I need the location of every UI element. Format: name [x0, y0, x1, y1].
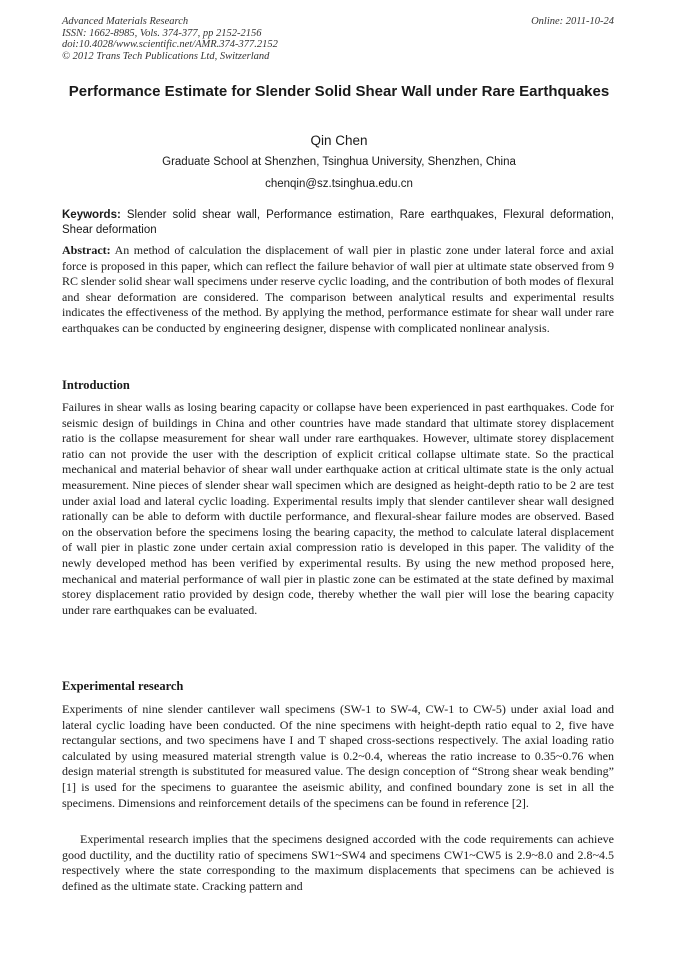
- issn-line: ISSN: 1662-8985, Vols. 374-377, pp 2152-2156: [62, 27, 262, 39]
- experimental-heading: Experimental research: [62, 679, 184, 693]
- author-name: Qin Chen: [310, 133, 368, 148]
- introduction-paragraph: Failures in shear walls as losing bearing capacity or collapse have been experienced in past earthquakes. Code for seismic design of buildings in China and other countries have made standard that ultimate storey displacement ratio is the collapse measurement for shear wall under rare earthquakes. However, ultimate storey displacement ratio can not provide the user with the description of explicit critical collapse ultimate state. So the practical mechanical and material behavior of shear wall under earthquake action at critical ultimate state is the only actual measurement. Nine pieces of slender shear wall specimen which are designed as height-depth ratio to be 2 are test under axial load and lateral cyclic loading. Experimental results imply that slender cantilever shear wall designed rationally can be able to deform with ductile performance, and flexural-shear failure modes are observed. Based on the observation before the specimens losing the bearing capacity, the method to calculate lateral displacement of wall pier in plastic zone under certain axial compression ratio is developed in this paper. The validity of the newly developed method has been verified by experimental results. By using the new method proposed here, mechanical and material performance of wall pier in plastic zone can be estimated at the state defined by maximal storey displacement ratio provided by design code, thereby whether the wall pier will lose the bearing capacity under rare earthquakes can be evaluated.: [62, 400, 614, 617]
- keywords-block: [62, 208, 614, 237]
- keywords-text: Slender solid shear wall, Performance estimation, Rare earthquakes, Flexural deformation, Shear deformation: [62, 209, 614, 236]
- copyright-line: © 2012 Trans Tech Publications Ltd, Switzerland: [62, 50, 270, 62]
- journal-name: Advanced Materials Research: [62, 16, 189, 27]
- abstract-label: Abstract:: [62, 243, 111, 257]
- abstract-text: An method of calculation the displacement of wall pier in plastic zone under lateral force and axial force is proposed in this paper, which can reflect the failure behavior of wall pier at ultimate state observed from 9 RC slender solid shear wall specimens under reserve cyclic loading, and the contribution of both modes of flexural and shear deformation are considered. The comparison between analytical results and experimental results indicates the effectiveness of the method. By applying the method, performance estimate for shear wall under rare earthquakes can be conducted by engineering designer, dispense with complicated nonlinear analysis.: [62, 243, 614, 335]
- experimental-paragraph-1: Experiments of nine slender cantilever wall specimens (SW-1 to SW-4, CW-1 to CW-5) under axial load and lateral cyclic loading have been conducted. Of the nine specimens with height-depth ratio equal to 2, five have rectangular sections, and two specimens have I and T shaped cross-sections respectively. The axial loading ratio calculated by using measured material strength value is 0.2~0.4, whereas the ratio increase to 0.35~0.76 when design material strength is substituted for measured value. The design conception of “Strong shear weak bending” [1] is used for the specimens to guarantee the aseismic ability, and confined boundary zone is set in all the specimens. Dimensions and reinforcement details of the specimens can be found in reference [2].: [62, 702, 614, 810]
- introduction-heading: Introduction: [62, 378, 130, 392]
- experimental-paragraph-2: Experimental research implies that the specimens designed accorded with the code requirements can achieve good ductility, and the ductility ratio of specimens SW1~SW4 and specimens CW1~CW5 is 2.9~8.0 and 2.8~4.5 respectively where the state corresponding to the maximum displacements that specimens can be achieved is defined as the ultimate state. Cracking pattern and: [62, 832, 614, 893]
- author-email: chenqin@sz.tsinghua.edu.cn: [265, 178, 413, 190]
- online-date: Online: 2011-10-24: [531, 16, 614, 27]
- keywords-label: Keywords:: [62, 209, 121, 221]
- paper-title: Performance Estimate for Slender Solid Shear Wall under Rare Earthquakes: [68, 83, 610, 100]
- doi-line: doi:10.4028/www.scientific.net/AMR.374-377.2152: [62, 39, 278, 51]
- publication-header: [62, 16, 482, 62]
- author-affiliation: Graduate School at Shenzhen, Tsinghua University, Shenzhen, China: [162, 156, 516, 168]
- abstract-block: [62, 243, 614, 337]
